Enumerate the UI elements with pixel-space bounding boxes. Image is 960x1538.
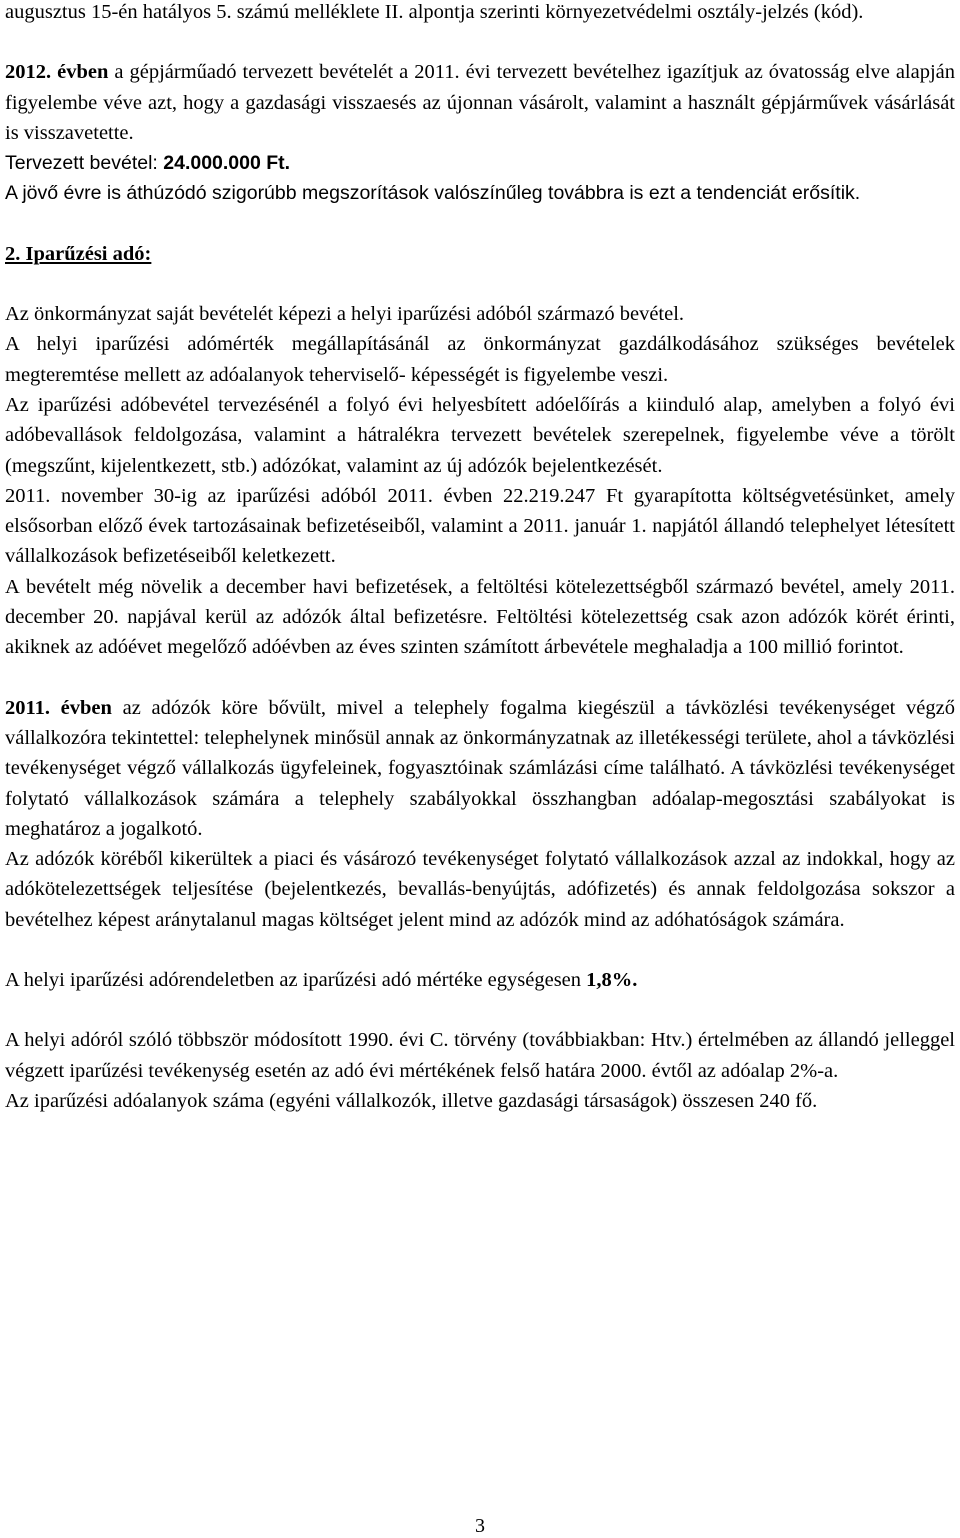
paragraph-tax-rate-setting: A helyi iparűzési adómérték megállapításánál az önkormányzat gazdálkodásához szükséges bevételek megteremtése mellett az adóalanyok teherviselő- képességét is figyelembe veszi.: [5, 333, 955, 386]
planned-revenue-label: Tervezett bevétel:: [5, 152, 164, 175]
year-lead-2011: 2011. évben: [5, 696, 112, 719]
page-number: 3: [475, 1515, 485, 1537]
paragraph-2011-scope: [5, 693, 955, 844]
paragraph-htv-law: A helyi adóról szóló többször módosított 1990. évi C. törvény (továbbiakban: Htv.) értelmében az állandó jelleggel végzett iparűzési tevékenység esetén az adó évi mértékének felső határa 2000. évtől az adóalap 2%-a.: [5, 1029, 955, 1082]
paragraph-own-revenue: Az önkormányzat saját bevételét képezi a helyi iparűzési adóból származó bevétel.: [5, 303, 685, 326]
vehicle-tax-text: a gépjárműadó tervezett bevételét a 2011. évi tervezett bevételhez igazítjuk az óvatosság elve alapján figyelembe véve azt, hogy a gazdasági visszaesés az újonnan vásárolt, valamint a használt gépjárművek vásárlását is visszavetette.: [5, 61, 956, 144]
planned-revenue-line: [5, 148, 955, 178]
year-lead: 2012. évben: [5, 61, 109, 84]
paragraph-vehicle-tax-plan: [5, 57, 955, 148]
paragraph-revenue-planning: Az iparűzési adóbevétel tervezésénél a folyó évi helyesbített adóelőírás a kiinduló alap, amelyben a folyó évi adóbevallások feldolgozása, valamint a hátralékra tervezett bevételek szerepelnek, figyelembe véve a törölt (megszűnt, kijelentkezett, stb.) adózókat, valamint az új adózók bejelentkezését.: [5, 393, 955, 477]
planned-revenue-value: 24.000.000 Ft.: [163, 152, 291, 175]
paragraph-tax-rate: [5, 965, 955, 995]
paragraph-emission-class: augusztus 15-én hatályos 5. számú melléklete II. alpontja szerinti környezetvédelmi osztály-jelzés (kód).: [5, 1, 864, 23]
section-heading-text: 2. Iparűzési adó:: [5, 242, 152, 265]
tax-rate-value: 1,8%.: [586, 969, 638, 992]
tax-rate-text: A helyi iparűzési adórendeletben az iparűzési adó mértéke egységesen: [5, 969, 587, 992]
paragraph-taxpayer-count: Az iparűzési adóalanyok száma (egyéni vállalkozók, illetve gazdasági társaságok) összesen 240 fő.: [5, 1089, 818, 1112]
paragraph-december-payments: A bevételt még növelik a december havi befizetések, a feltöltési kötelezettségből származó bevétel, amely 2011. december 20. napjával kerül az adózók által befizetésre. Feltöltési kötelezettség csak azon adózók körét érinti, akiknek az adóévet megelőző adóévben az éves szinten számított árbevétele meghaladja a 100 millió forintot.: [5, 575, 955, 659]
section-heading-business-tax: [5, 239, 955, 269]
paragraph-november-income: 2011. november 30-ig az iparűzési adóból 2011. évben 22.219.247 Ft gyarapította költségvetésünket, amely elsősorban előző évek tartozásainak befizetéseiből, valamint a 2011. január 1. napjától állandó telephelyet létesített vállalkozások befizetéseiből keletkezett.: [5, 484, 955, 568]
paragraph-excluded-taxpayers: Az adózók köréből kikerültek a piaci és vásározó tevékenységet folytató vállalkozások azzal az indokkal, hogy az adókötelezettségek teljesítése (bejelentkezés, bevallás-benyújtás, adófizetés) és annak feldolgozása sokszor a bevételhez képest aránytalanul magas költséget jelent mind az adózók mind az adóhatóságok számára.: [5, 848, 955, 931]
document-body: [5, 0, 955, 1116]
paragraph-tendency: A jövő évre is áthúzódó szigorúbb megszorítások valószínűleg továbbra is ezt a tendenciát erősítik.: [5, 182, 861, 205]
scope-text: az adózók köre bővült, mivel a telephely fogalma kiegészül a távközlési tevékenységet végző vállalkozóra tekintettel: telephelynek minősül annak az önkormányzatnak az illetékességi területe, ahol a távközlési tevékenységet végző vállalkozás ügyfeleinek, fogyasztóinak számlázási címe található. A távközlési tevékenységet folytató vállalkozások számára a telephely szabályokkal összhangban adóalap-megosztási szabályokat is meghatároz a jogalkotó.: [5, 696, 955, 840]
